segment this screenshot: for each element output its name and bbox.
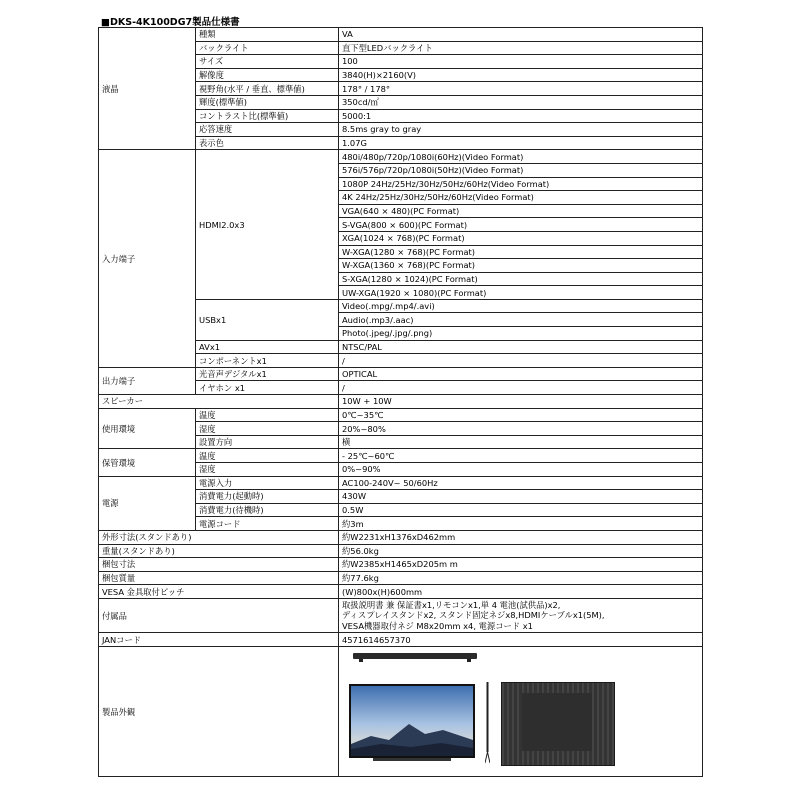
table-row xyxy=(99,476,703,490)
table-row xyxy=(99,367,703,381)
table-row xyxy=(99,571,703,585)
spec-name: コンポーネントx1 xyxy=(196,354,339,368)
tv-back-panel xyxy=(522,693,592,751)
spec-name: 湿度 xyxy=(196,422,339,436)
table-row xyxy=(99,598,703,633)
spec-name: 消費電力(待機時) xyxy=(196,503,339,517)
spec-value: AC100-240V~ 50/60Hz xyxy=(339,476,703,490)
spec-value: 直下型LEDバックライト xyxy=(339,41,703,55)
spec-value: 480i/480p/720p/1080i(60Hz)(Video Format) xyxy=(339,150,703,164)
spec-value: OPTICAL xyxy=(339,367,703,381)
spec-name: サイズ xyxy=(196,55,339,69)
spec-value: S-VGA(800 × 600)(PC Format) xyxy=(339,218,703,232)
spec-value: XGA(1024 × 768)(PC Format) xyxy=(339,231,703,245)
table-row xyxy=(99,28,703,42)
category-label: 液晶 xyxy=(99,28,196,150)
table-row xyxy=(99,530,703,544)
spec-value: 約W2385xH1465xD205m m xyxy=(339,558,703,572)
spec-value: Video(.mpg/.mp4/.avi) xyxy=(339,299,703,313)
spec-value: VGA(640 × 480)(PC Format) xyxy=(339,204,703,218)
spec-value: 横 xyxy=(339,435,703,449)
category-label: 梱包寸法 xyxy=(99,558,339,572)
spec-name: 電源入力 xyxy=(196,476,339,490)
table-row xyxy=(99,544,703,558)
spec-name: 光音声デジタルx1 xyxy=(196,367,339,381)
spec-name: 視野角(水平 / 垂直、標準値) xyxy=(196,82,339,96)
spec-name: 表示色 xyxy=(196,136,339,150)
spec-value: 20%~80% xyxy=(339,422,703,436)
spec-value: 178° / 178° xyxy=(339,82,703,96)
spec-value: 0%~90% xyxy=(339,463,703,477)
table-row xyxy=(99,647,703,777)
table-row xyxy=(99,150,703,164)
spec-name: 温度 xyxy=(196,408,339,422)
category-label: スピーカー xyxy=(99,395,339,409)
spec-table xyxy=(98,27,703,777)
spec-value: 0.5W xyxy=(339,503,703,517)
category-label: 梱包質量 xyxy=(99,571,339,585)
spec-value: UW-XGA(1920 × 1080)(PC Format) xyxy=(339,286,703,300)
spec-value: 約W2231xH1376xD462mm xyxy=(339,530,703,544)
product-images-cell xyxy=(339,647,703,777)
tv-front-view-image xyxy=(349,684,475,758)
spec-value: 4571614657370 xyxy=(339,633,703,647)
spec-value: 576i/576p/720p/1080i(50Hz)(Video Format) xyxy=(339,163,703,177)
spec-name: コントラスト比(標準値) xyxy=(196,109,339,123)
spec-name: HDMI2.0x3 xyxy=(196,150,339,300)
spec-value: 430W xyxy=(339,490,703,504)
spec-name: 湿度 xyxy=(196,463,339,477)
table-row xyxy=(99,585,703,599)
tv-back-view-image xyxy=(501,682,615,766)
table-row xyxy=(99,408,703,422)
spec-value: 1.07G xyxy=(339,136,703,150)
spec-name: USBx1 xyxy=(196,299,339,340)
spec-name: AVx1 xyxy=(196,340,339,354)
spec-value: 100 xyxy=(339,55,703,69)
category-label: 重量(スタンドあり) xyxy=(99,544,339,558)
product-images xyxy=(339,647,639,776)
stand-foot xyxy=(359,659,363,662)
spec-name: 設置方向 xyxy=(196,435,339,449)
screen-landscape-image xyxy=(351,686,473,756)
tv-side-view-image xyxy=(485,682,490,764)
tv-stand-bar xyxy=(373,758,451,761)
table-row xyxy=(99,449,703,463)
spec-value: S-XGA(1280 × 1024)(PC Format) xyxy=(339,272,703,286)
spec-value: / xyxy=(339,354,703,368)
spec-name: 電源コード xyxy=(196,517,339,531)
category-label: 使用環境 xyxy=(99,408,196,449)
accessory-line: 取扱説明書 兼 保証書x1,リモコンx1,単 4 電池(試供品)x2, xyxy=(342,599,561,610)
category-label: 電源 xyxy=(99,476,196,530)
stand-foot xyxy=(467,659,471,662)
category-label: 保管環境 xyxy=(99,449,196,476)
spec-name: 種類 xyxy=(196,28,339,42)
spec-value: W-XGA(1280 × 768)(PC Format) xyxy=(339,245,703,259)
spec-value: NTSC/PAL xyxy=(339,340,703,354)
table-row xyxy=(99,558,703,572)
spec-value: 約77.6kg xyxy=(339,571,703,585)
category-label: 付属品 xyxy=(99,598,339,633)
spec-value: Photo(.jpeg/.jpg/.png) xyxy=(339,327,703,341)
spec-value: Audio(.mp3/.aac) xyxy=(339,313,703,327)
accessory-line: VESA機器取付ネジ M8x20mm x4, 電源コード x1 xyxy=(342,620,533,631)
spec-value: 350cd/㎡ xyxy=(339,95,703,109)
spec-value: W-XGA(1360 × 768)(PC Format) xyxy=(339,259,703,273)
category-label: 入力端子 xyxy=(99,150,196,368)
accessory-line: ディスプレイスタンドx2, スタンド固定ネジx8,HDMIケーブルx1(5M), xyxy=(342,610,605,621)
spec-value: 3840(H)×2160(V) xyxy=(339,68,703,82)
spec-name: 輝度(標準値) xyxy=(196,95,339,109)
category-label: JANコード xyxy=(99,633,339,647)
spec-value: - 25℃~60℃ xyxy=(339,449,703,463)
table-row xyxy=(99,395,703,409)
spec-value: 8.5ms gray to gray xyxy=(339,123,703,137)
spec-value: (W)800x(H)600mm xyxy=(339,585,703,599)
spec-name: バックライト xyxy=(196,41,339,55)
tv-top-view-image xyxy=(353,653,477,659)
document-title: ■DKS-4K100DG7製品仕様書 xyxy=(101,17,240,28)
category-label: VESA 金具取付ピッチ xyxy=(99,585,339,599)
spec-value: VA xyxy=(339,28,703,42)
category-label: 製品外観 xyxy=(99,647,339,777)
spec-value: 5000:1 xyxy=(339,109,703,123)
spec-value: 約56.0kg xyxy=(339,544,703,558)
category-label: 出力端子 xyxy=(99,367,196,394)
spec-value: 1080P 24Hz/25Hz/30Hz/50Hz/60Hz(Video Format) xyxy=(339,177,703,191)
spec-value: 4K 24Hz/25Hz/30Hz/50Hz/60Hz(Video Format) xyxy=(339,191,703,205)
spec-name: イヤホン x1 xyxy=(196,381,339,395)
spec-name: 応答速度 xyxy=(196,123,339,137)
spec-name: 解像度 xyxy=(196,68,339,82)
spec-name: 消費電力(起動時) xyxy=(196,490,339,504)
spec-value: 約3m xyxy=(339,517,703,531)
spec-value: / xyxy=(339,381,703,395)
category-label: 外形寸法(スタンドあり) xyxy=(99,530,339,544)
spec-name: 温度 xyxy=(196,449,339,463)
spec-value xyxy=(339,598,703,633)
table-row xyxy=(99,633,703,647)
spec-value: 10W + 10W xyxy=(339,395,703,409)
spec-value: 0℃~35℃ xyxy=(339,408,703,422)
